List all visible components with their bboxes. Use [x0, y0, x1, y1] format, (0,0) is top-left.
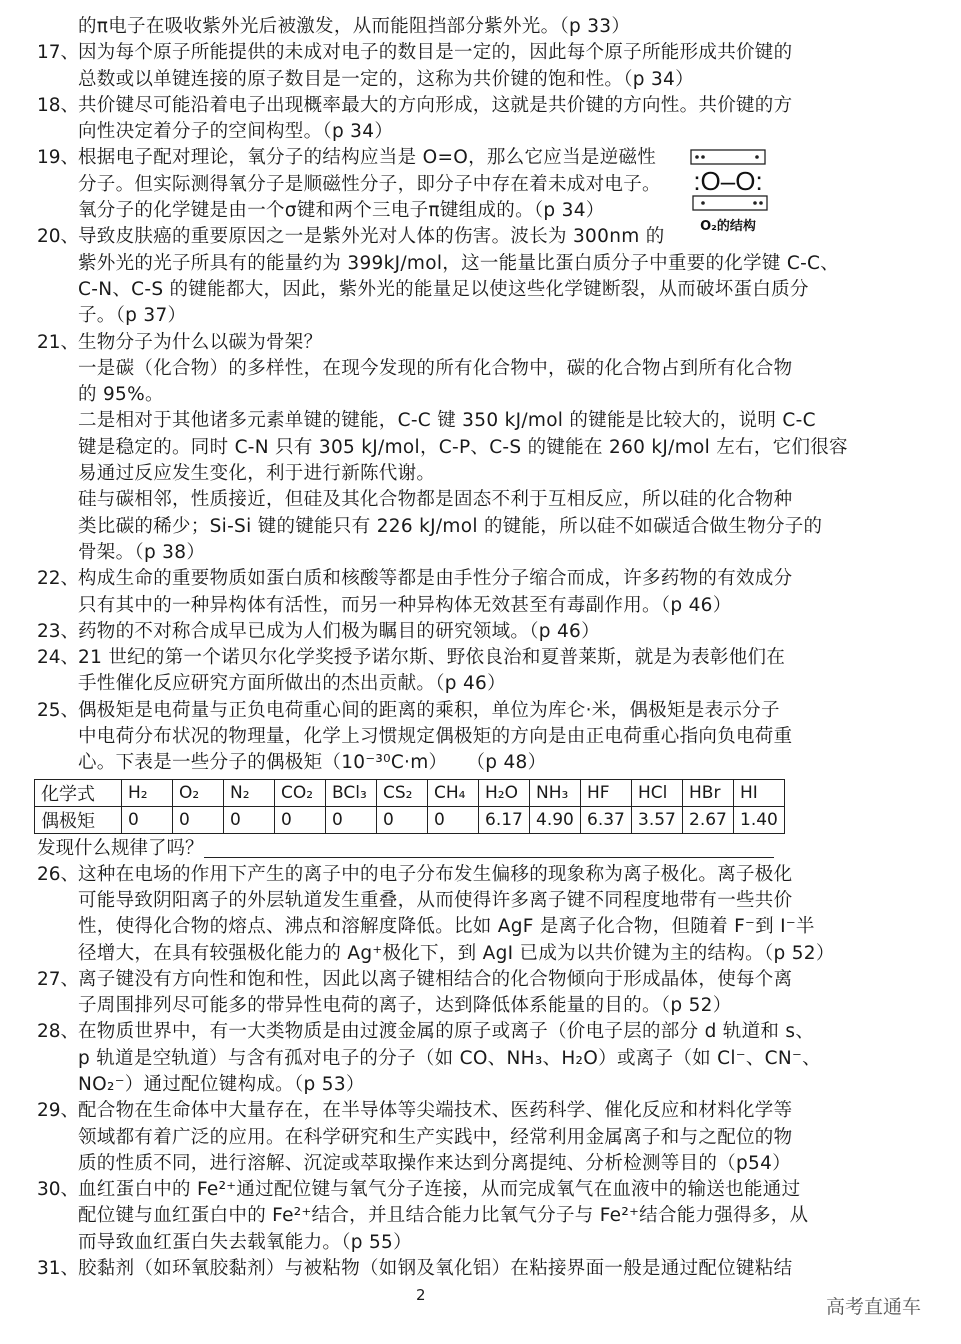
item-number: 27、 — [37, 968, 80, 990]
item-text-line: 键是稳定的。同时 C-N 只有 305 kJ/mol，C-P、C-S 的键能在 260 kJ/mol 左右，它们很容 — [78, 436, 848, 458]
item-text-line: 配位键与血红蛋白中的 Fe²⁺结合，并且结合能力比氧气分子与 Fe²⁺结合能力强得多，从 — [78, 1205, 809, 1227]
row-header: 偶极矩 — [35, 806, 122, 833]
item-number: 17、 — [37, 42, 80, 64]
item-number: 28、 — [37, 1021, 80, 1043]
item-text-line: 药物的不对称合成早已成为人们极为瞩目的研究领域。（p 46） — [78, 620, 600, 642]
item-text-line: 质的性质不同，进行溶解、沉淀或萃取操作来达到分离提纯、分析检测等目的（p54） — [78, 1152, 791, 1174]
list-item — [37, 1256, 827, 1282]
list-item — [37, 645, 827, 698]
item-text-line: 配合物在生命体中大量存在，在半导体等尖端技术、医药科学、催化反应和材料化学等 — [78, 1100, 793, 1122]
formula-cell: H₂ — [122, 779, 173, 806]
item-text-line: 只有其中的一种异构体有活性，而另一种异构体无效甚至有毒副作用。（p 46） — [78, 594, 732, 616]
item-text-line: C-N、C-S 的键能都大，因此，紫外光的能量足以使这些化学键断裂，从而破坏蛋白质分 — [78, 278, 809, 300]
item-text-line: 的 95%。 — [78, 384, 164, 406]
item-text-line: 血红蛋白中的 Fe²⁺通过配位键与氧气分子连接，从而完成氧气在血液中的输送也能通过 — [78, 1179, 801, 1201]
dipole-value-cell: 6.37 — [581, 806, 632, 833]
item-text-line: 离子键没有方向性和饱和性，因此以离子键相结合的化合物倾向于形成晶体，使每个离 — [78, 968, 793, 990]
item-text-line: 总数或以单键连接的原子数目是一定的，这称为共价键的饱和性。（p 34） — [78, 68, 694, 90]
item-number: 21、 — [37, 331, 80, 353]
item-number: 25、 — [37, 699, 80, 721]
item-number: 30、 — [37, 1179, 80, 1201]
formula-cell: CS₂ — [377, 779, 428, 806]
formula-cell: CO₂ — [275, 779, 326, 806]
item-text-line: 径增大，在具有较强极化能力的 Ag⁺极化下，到 AgI 已成为以共价键为主的结构。（p 52） — [78, 942, 835, 964]
item-text-line: 易通过反应发生变化，利于进行新陈代谢。 — [78, 463, 436, 485]
item-text-line: 中电荷分布状况的物理量，化学上习惯规定偶极矩的方向是由正电荷重心指向负电荷重 — [78, 726, 793, 748]
item-number: 23、 — [37, 620, 80, 642]
item-number: 20、 — [37, 226, 80, 248]
dipole-value-cell: 2.67 — [683, 806, 734, 833]
dipole-value-cell: 3.57 — [632, 806, 683, 833]
item-text-line: 的π电子在吸收紫外光后被激发，从而能阻挡部分紫外光。（p 33） — [78, 16, 631, 37]
item-number: 18、 — [37, 94, 80, 116]
item-text-line: 骨架。（p 38） — [78, 541, 206, 563]
dipole-value-cell: 4.90 — [530, 806, 581, 833]
item-number: 19、 — [37, 147, 80, 169]
watermark: 高考直通车 — [826, 1296, 922, 1318]
dipole-value-cell: 0 — [173, 806, 224, 833]
list-item — [37, 1177, 827, 1256]
item-text-line: 胶黏剂（如环氧胶黏剂）与被粘物（如钢及氧化铝）在粘接界面一般是通过配位键粘结 — [78, 1258, 793, 1280]
formula-cell: BCl₃ — [326, 779, 377, 806]
formula-cell: H₂O — [479, 779, 530, 806]
list-item — [37, 14, 827, 40]
item-text-line: 子周围排列尽可能多的带异性电荷的离子，达到降低体系能量的目的。（p 52） — [78, 995, 732, 1017]
item-text-line: 可能导致阴阳离子的外层轨道发生重叠，从而使得许多离子键不同程度地带有一些共价 — [78, 889, 793, 911]
dipole-value-cell: 6.17 — [479, 806, 530, 833]
list-item — [37, 330, 848, 567]
item-text-line: 共价键尽可能沿着电子出现概率最大的方向形成，这就是共价键的方向性。共价键的方 — [78, 94, 793, 116]
item-text-line: 构成生命的重要物质如蛋白质和核酸等都是由手性分子缩合而成，许多药物的有效成分 — [78, 568, 793, 590]
item-text-line: 这种在电场的作用下产生的离子中的电子分布发生偏移的现象称为离子极化。离子极化 — [78, 863, 793, 885]
item-number: 31、 — [37, 1258, 80, 1280]
item-text-line: 而导致血红蛋白失去载氧能力。（p 55） — [78, 1231, 412, 1253]
items-group-1 — [37, 14, 848, 777]
item-number: 24、 — [37, 647, 80, 669]
formula-cell: N₂ — [224, 779, 275, 806]
item-text-line: 偶极矩是电荷量与正负电荷重心间的距离的乘积，单位为库仑·米，偶极矩是表示分子 — [78, 699, 780, 721]
item-text-line: 向性决定着分子的空间构型。（p 34） — [78, 121, 394, 143]
list-item — [37, 93, 827, 146]
formula-cell: NH₃ — [530, 779, 581, 806]
formula-cell: HF — [581, 779, 632, 806]
list-item — [37, 619, 827, 645]
item-text-line: 性，使得化合物的熔点、沸点和溶解度降低。比如 AgF 是离子化合物，但随着 F⁻到 I⁻半 — [78, 916, 815, 938]
table-row-dipole — [35, 806, 785, 833]
dipole-value-cell: 0 — [224, 806, 275, 833]
formula-cell: HBr — [683, 779, 734, 806]
item-text-line: 类比碳的稀少；Si-Si 键的键能只有 226 kJ/mol 的键能，所以硅不如碳适合做生物分子的 — [78, 515, 823, 537]
formula-cell: HCl — [632, 779, 683, 806]
item-text-line: 硅与碳相邻，性质接近，但硅及其化合物都是固态不利于互相反应，所以硅的化合物种 — [78, 489, 793, 511]
item-text-line: 生物分子为什么以碳为骨架？ — [78, 331, 323, 353]
item-number: 29、 — [37, 1100, 80, 1122]
o2-structure-figure — [683, 146, 773, 236]
items-group-2 — [37, 862, 835, 1283]
formula-cell: O₂ — [173, 779, 224, 806]
list-item — [37, 862, 835, 967]
list-item — [37, 224, 840, 329]
item-text-line: 一是碳（化合物）的多样性，在现今发现的所有化合物中，碳的化合物占到所有化合物 — [78, 357, 793, 379]
question-text: 发现什么规律了吗？ — [37, 837, 204, 859]
dipole-value-cell: 0 — [377, 806, 428, 833]
item-text-line: 心。下表是一些分子的偶极矩（10⁻³⁰C·m） （p 48） — [78, 752, 547, 774]
item-text-line: NO₂⁻）通过配位键构成。（p 53） — [78, 1073, 365, 1095]
item-text-line: 领域都有着广泛的应用。在科学研究和生产实践中，经常利用金属离子和与之配位的物 — [78, 1126, 793, 1148]
o2-caption: O₂的结构 — [700, 219, 756, 234]
item-text-line: 根据电子配对理论，氧分子的结构应当是 O=O，那么它应当是逆磁性 — [78, 147, 657, 169]
item-text-line: 导致皮肤癌的重要原因之一是紫外光对人体的伤害。波长为 300nm 的 — [78, 226, 665, 248]
formula-cell: HI — [734, 779, 785, 806]
item-text-line: 分子。但实际测得氧分子是顺磁性分子，即分子中存在着未成对电子。 — [78, 173, 661, 195]
item-text-line: 手性催化反应研究方面所做出的杰出贡献。（p 46） — [78, 673, 506, 695]
list-item — [37, 40, 827, 93]
item-text-line: 21 世纪的第一个诺贝尔化学奖授予诺尔斯、野依良治和夏普莱斯，就是为表彰他们在 — [78, 647, 786, 669]
list-item — [37, 698, 827, 777]
dipole-value-cell: 1.40 — [734, 806, 785, 833]
list-item — [37, 1098, 827, 1177]
item-text-line: 紫外光的光子所具有的能量约为 399kJ/mol，这一能量比蛋白质分子中重要的化学键 C-C、 — [78, 252, 840, 274]
item-text-line: 二是相对于其他诸多元素单键的键能，C-C 键 350 kJ/mol 的键能是比较大的，说明 C-C — [78, 410, 816, 432]
list-item — [37, 566, 827, 619]
o2-structure-text: :O–O: — [693, 166, 763, 196]
dipole-value-cell: 0 — [326, 806, 377, 833]
dipole-value-cell: 0 — [428, 806, 479, 833]
dipole-moment-table — [34, 779, 785, 834]
question-line — [37, 836, 827, 862]
o2-lewis-diagram — [683, 146, 773, 236]
dipole-value-cell: 0 — [122, 806, 173, 833]
list-item — [37, 967, 827, 1020]
formula-cell: CH₄ — [428, 779, 479, 806]
item-text-line: 氧分子的化学键是由一个σ键和两个三电子π键组成的。（p 34） — [78, 200, 605, 222]
row-header: 化学式 — [35, 779, 122, 806]
item-text-line: p 轨道是空轨道）与含有孤对电子的分子（如 CO、NH₃、H₂O）或离子（如 Cl⁻、CN⁻、 — [78, 1047, 821, 1069]
item-text-line: 因为每个原子所能提供的未成对电子的数目是一定的，因此每个原子所能形成共价键的 — [78, 42, 793, 64]
list-item — [37, 1019, 827, 1098]
item-number: 26、 — [37, 863, 80, 885]
item-number: 22、 — [37, 568, 80, 590]
item-text-line: 在物质世界中，有一大类物质是由过渡金属的原子或离子（价电子层的部分 d 轨道和 s、 — [78, 1021, 815, 1043]
table-row-formula — [35, 779, 785, 806]
dipole-value-cell: 0 — [275, 806, 326, 833]
answer-blank[interactable] — [204, 839, 774, 858]
item-text-line: 子。（p 37） — [78, 305, 187, 327]
page-number: 2 — [416, 1286, 426, 1304]
